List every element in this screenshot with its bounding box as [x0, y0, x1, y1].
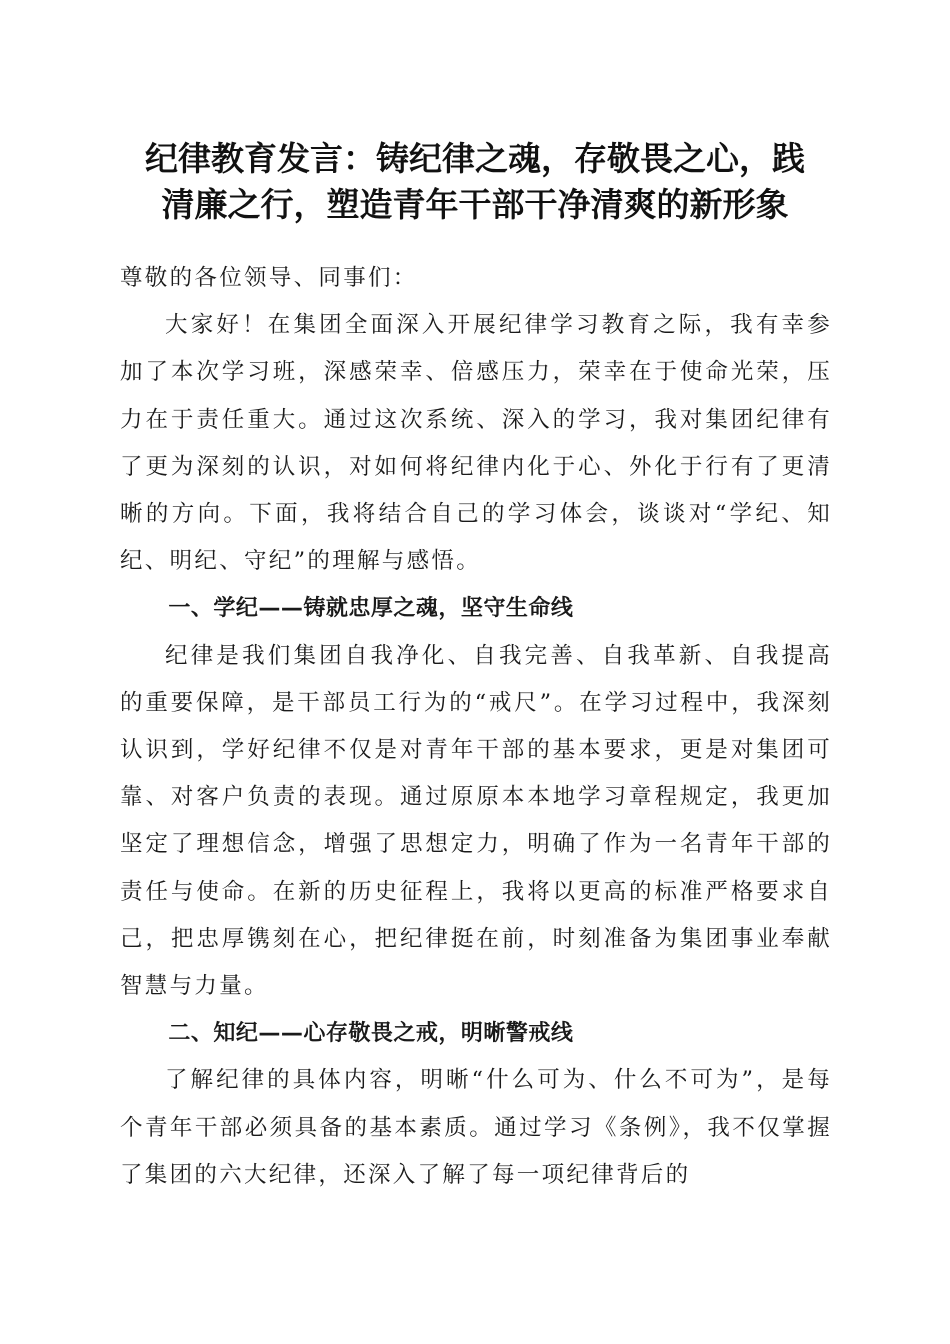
title-line-1: 纪律教育发言：铸纪律之魂，存敬畏之心，践 [145, 139, 805, 178]
paragraph-intro: 大家好！在集团全面深入开展纪律学习教育之际，我有幸参加了本次学习班，深感荣幸、倍感压力，荣幸在于使命光荣，压力在于责任重大。通过这次系统、深入的学习，我对集团纪律有了更为深刻的认识，对如何将纪律内化于心、外化于行有了更清晰的方向。下面，我将结合自己的学习体会，谈谈对“学纪、知纪、明纪、守纪”的理解与感悟。 [120, 312, 832, 575]
paragraph-section-1: 纪律是我们集团自我净化、自我完善、自我革新、自我提高的重要保障，是干部员工行为的“戒尺”。在学习过程中，我深刻认识到，学好纪律不仅是对青年干部的基本要求，更是对集团可靠、对客户负责的表现。通过原原本本地学习章程规定，我更加坚定了理想信念，增强了思想定力，明确了作为一名青年干部的责任与使命。在新的历史征程上，我将以更高的标准严格要求自己，把忠厚镌刻在心，把纪律挺在前，时刻准备为集团事业奉献智慧与力量。 [120, 642, 832, 1000]
title-line-2: 清廉之行，塑造青年干部干净清爽的新形象 [161, 185, 789, 224]
document-title [110, 136, 840, 228]
section-heading-2: 二、知纪——心存敬畏之戒，明晰警戒线 [168, 1021, 574, 1047]
section-heading-1: 一、学纪——铸就忠厚之魂，坚守生命线 [168, 596, 574, 622]
document-body [120, 255, 832, 1199]
salutation: 尊敬的各位领导、同事们： [120, 265, 418, 291]
paragraph-section-2: 了解纪律的具体内容，明晰“什么可为、什么不可为”，是每个青年干部必须具备的基本素质。通过学习《条例》，我不仅掌握了集团的六大纪律，还深入了解了每一项纪律背后的 [120, 1067, 832, 1188]
